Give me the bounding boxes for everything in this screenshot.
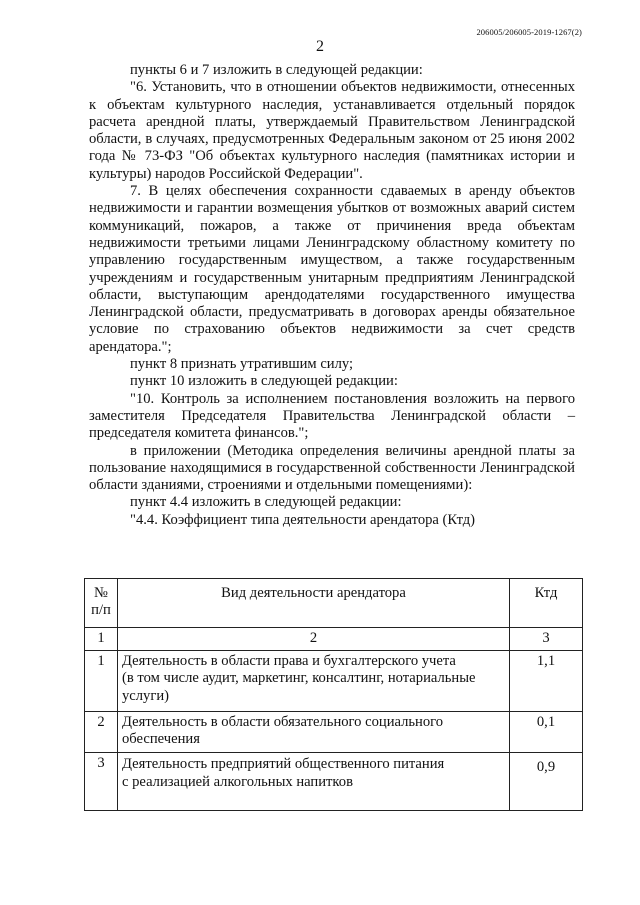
page-number: 2 bbox=[316, 38, 324, 55]
header-cell-coefficient bbox=[510, 579, 583, 628]
paragraph: "10. Контроль за исполнением постановления возложить на первого заместителя Председателя Правительства Ленинградской области – председателя комитета финансов."; bbox=[89, 390, 575, 442]
paragraph: 7. В целях обеспечения сохранности сдаваемых в аренду объектов недвижимости и гарантии возмещения убытков от возможных аварий систем коммуникаций, пожаров, а также от причинения вреда объектам недвижимости третьими лицами Ленинградскому областному комитету по управлению государственным имуществом, а также государственным учреждениям и государственным унитарным предприятиям Ленинградской области, выступающим арендодателями государственного имущества Ленинградской области, предусматривать в договорах аренды обязательное условие по страхованию объектов недвижимости за счет средств арендатора."; bbox=[89, 183, 575, 355]
document-body bbox=[89, 62, 575, 529]
paragraph: пункт 4.4 изложить в следующей редакции: bbox=[130, 494, 402, 511]
table-row bbox=[85, 712, 583, 753]
paragraph: пункты 6 и 7 изложить в следующей редакции: bbox=[130, 62, 423, 78]
column-number-cell: 2 bbox=[118, 628, 510, 651]
table-row bbox=[85, 651, 583, 712]
column-numbers-row bbox=[85, 628, 583, 651]
column-number-cell: 3 bbox=[510, 628, 583, 651]
row-number-cell: 2 bbox=[85, 712, 118, 753]
activity-cell bbox=[118, 753, 510, 811]
table-row bbox=[85, 753, 583, 811]
coefficient-cell: 1,1 bbox=[510, 651, 583, 712]
header-activity-label: Вид деятельности арендатора bbox=[221, 585, 406, 601]
row-number-cell: 3 bbox=[85, 753, 118, 811]
activity-text: Деятельность предприятий общественного питания с реализацией алкогольных напитков bbox=[122, 756, 445, 790]
paragraph: пункт 10 изложить в следующей редакции: bbox=[130, 373, 398, 390]
header-cell-number bbox=[85, 579, 118, 628]
paragraph: пункт 8 признать утратившим силу; bbox=[130, 356, 354, 373]
coefficient-cell: 0,1 bbox=[510, 712, 583, 753]
header-number-label: № п/п bbox=[91, 585, 111, 619]
coefficient-cell: 0,9 bbox=[510, 753, 583, 811]
paragraph: "4.4. Коэффициент типа деятельности арендатора (Ктд) bbox=[130, 511, 476, 528]
paragraph: в приложении (Методика определения величины арендной платы за пользование находящимися в государственной собственности Ленинградской области зданиями, строениями и отдельными помещениями): bbox=[89, 442, 575, 494]
document-number: 206005/206005-2019-1267(2) bbox=[476, 27, 582, 37]
header-cell-activity bbox=[118, 579, 510, 628]
row-number-cell: 1 bbox=[85, 651, 118, 712]
activity-coefficient-table bbox=[84, 578, 583, 811]
table-header-row bbox=[85, 579, 583, 628]
column-number-cell: 1 bbox=[85, 628, 118, 651]
activity-text: Деятельность в области права и бухгалтерского учета (в том числе аудит, маркетинг, консалтинг, нотариальные услуги) bbox=[122, 653, 476, 704]
activity-cell bbox=[118, 651, 510, 712]
header-coefficient-label: Ктд bbox=[534, 585, 558, 601]
activity-text: Деятельность в области обязательного социального обеспечения bbox=[122, 714, 444, 748]
activity-cell bbox=[118, 712, 510, 753]
paragraph: "6. Установить, что в отношении объектов недвижимости, отнесенных к объектам культурного наследия, устанавливается отдельный порядок расчета арендной платы, утверждаемый Правительством Ленинградской области, в случаях, предусмотренных Федеральным законом от 25 июня 2002 года № 73-ФЗ "Об объектах культурного наследия (памятниках истории и культуры) народов Российской Федерации". bbox=[89, 79, 575, 182]
